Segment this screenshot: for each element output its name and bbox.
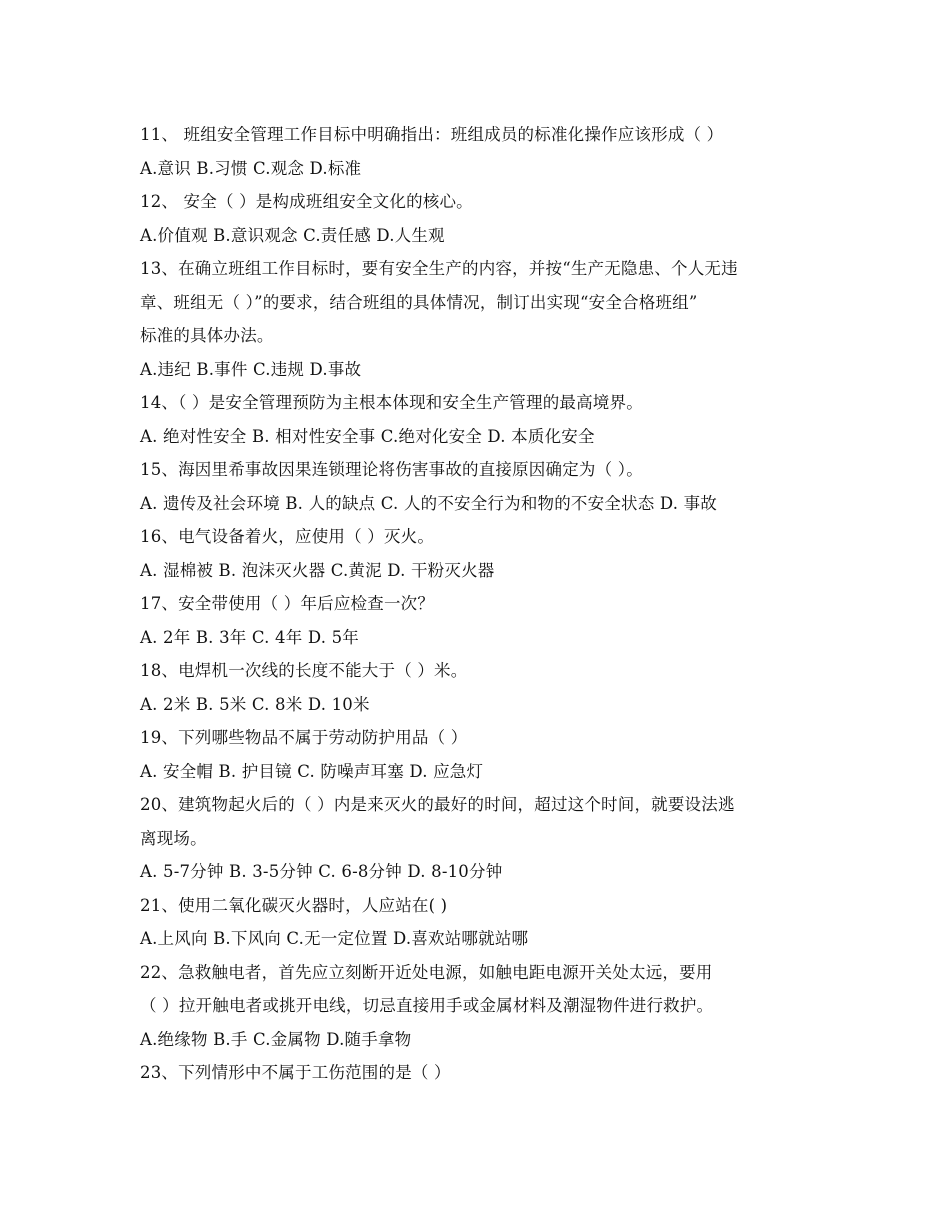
options-11: A.意识 B.习惯 C.观念 D.标准 (140, 158, 362, 178)
question-16: 16、电气设备着火，应使用（ ）灭火。 (140, 527, 435, 546)
options-14: A. 绝对性安全 B. 相对性安全事 C.绝对化安全 D. 本质化安全 (140, 426, 595, 446)
question-20-line-2: 离现场。 (140, 828, 207, 848)
question-23: 23、下列情形中不属于工伤范围的是（ ） (140, 1063, 451, 1082)
question-13-line-2: 章、班组无（ ）”的要求，结合班组的具体情况，制订出实现“安全合格班组” (140, 292, 698, 312)
options-15: A. 遗传及社会环境 B. 人的缺点 C. 人的不安全行为和物的不安全状态 D. 事故 (140, 493, 718, 513)
options-17: A. 2年 B. 3年 C. 4年 D. 5年 (140, 627, 360, 647)
question-13-line-1: 13、在确立班组工作目标时，要有安全生产的内容，并按“生产无隐患、个人无违 (140, 259, 738, 278)
options-21: A.上风向 B.下风向 C.无一定位置 D.喜欢站哪就站哪 (140, 929, 529, 948)
question-13-line-3: 标准的具体办法。 (140, 326, 274, 345)
question-17: 17、安全带使用（ ）年后应检查一次？ (140, 594, 435, 613)
question-22-line-2: （ ）拉开触电者或挑开电线，切忌直接用手或金属材料及潮湿物件进行救护。 (140, 996, 714, 1015)
question-21: 21、使用二氧化碳灭火器时，人应站在( ) (140, 895, 448, 915)
options-19: A. 安全帽 B. 护目镜 C. 防噪声耳塞 D. 应急灯 (140, 761, 484, 781)
question-12: 12、 安全（ ）是构成班组安全文化的核心。 (140, 192, 473, 211)
question-20-line-1: 20、建筑物起火后的（ ）内是来灭火的最好的时间，超过这个时间，就要设法逃 (140, 795, 735, 814)
options-22: A.绝缘物 B.手 C.金属物 D.随手拿物 (140, 1029, 412, 1049)
question-11: 11、 班组安全管理工作目标中明确指出：班组成员的标准化操作应该形成（ ） (140, 125, 724, 144)
options-16: A. 湿棉被 B. 泡沫灭火器 C.黄泥 D. 干粉灭火器 (140, 560, 495, 580)
question-15: 15、海因里希事故因果连锁理论将伤害事故的直接原因确定为（ ）。 (140, 460, 643, 479)
question-19: 19、下列哪些物品不属于劳动防护用品（ ） (140, 728, 468, 747)
options-18: A. 2米 B. 5米 C. 8米 D. 10米 (140, 694, 370, 714)
question-22-line-1: 22、急救触电者，首先应立刻断开近处电源，如触电距电源开关处太远，要用 (140, 962, 713, 982)
options-12: A.价值观 B.意识观念 C.责任感 D.人生观 (140, 225, 445, 245)
question-18: 18、电焊机一次线的长度不能大于（ ）米。 (140, 661, 468, 680)
question-14: 14、（ ）是安全管理预防为主根本体现和安全生产管理的最高境界。 (140, 393, 643, 412)
options-13: A.违纪 B.事件 C.违规 D.事故 (140, 359, 362, 379)
question-list (140, 118, 815, 1090)
options-20: A. 5-7分钟 B. 3-5分钟 C. 6-8分钟 D. 8-10分钟 (140, 862, 503, 881)
